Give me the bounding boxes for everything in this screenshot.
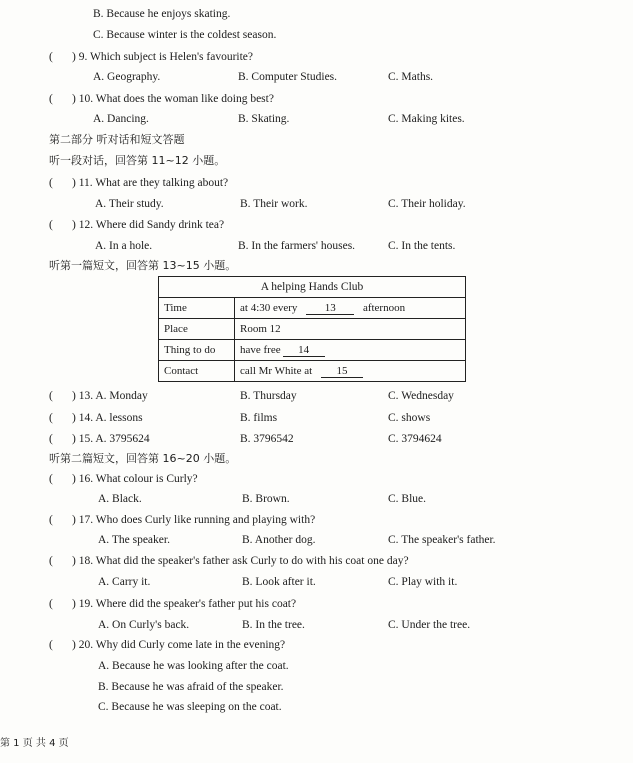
table-row <box>159 361 466 382</box>
q12-option-b: B. In the farmers' houses. <box>238 240 356 252</box>
answer-paren: ( <box>49 433 53 445</box>
q20-option-b: B. Because he was afraid of the speaker. <box>98 681 284 693</box>
table-value <box>235 298 466 319</box>
q17-text: ) 17. Who does Curly like running and playing with? <box>72 514 316 526</box>
q9-text: ) 9. Which subject is Helen's favourite? <box>72 51 254 63</box>
q16-option-c: C. Blue. <box>388 493 427 505</box>
q20-option-c: C. Because he was sleeping on the coat. <box>98 701 282 713</box>
page-footer: 第 1 页 共 4 页 <box>0 738 69 749</box>
answer-paren: ( <box>49 514 53 526</box>
q10-text: ) 10. What does the woman like doing best? <box>72 93 274 105</box>
q14-text: ) 14. A. lessons <box>72 412 143 424</box>
q8-option-c: C. Because winter is the coldest season. <box>93 29 277 41</box>
dialogue-instruction: 听一段对话，回答第 11~12 小题。 <box>49 154 226 167</box>
table-row <box>159 298 466 319</box>
q9-option-b: B. Computer Studies. <box>238 71 338 83</box>
value-text: at 4:30 every <box>240 301 298 314</box>
answer-paren: ( <box>49 639 53 651</box>
q11-option-c: C. Their holiday. <box>388 198 466 210</box>
table-value <box>235 319 466 340</box>
answer-paren: ( <box>49 473 53 485</box>
value-text: have free <box>240 343 281 356</box>
q14-option-b: B. films <box>240 412 278 424</box>
answer-blank: 14 <box>283 344 325 357</box>
q15-text: ) 15. A. 3795624 <box>72 433 150 445</box>
answer-paren: ( <box>49 51 53 63</box>
q12-option-c: C. In the tents. <box>388 240 456 252</box>
value-text: Room 12 <box>240 323 281 335</box>
q17-option-a: A. The speaker. <box>98 534 170 546</box>
table-key: Place <box>159 319 235 340</box>
answer-paren: ( <box>49 93 53 105</box>
q13-option-b: B. Thursday <box>240 390 297 402</box>
q18-option-c: C. Play with it. <box>388 576 458 588</box>
q16-option-a: A. Black. <box>98 493 142 505</box>
q18-option-b: B. Look after it. <box>242 576 316 588</box>
q13-option-c: C. Wednesday <box>388 390 454 402</box>
answer-blank: 13 <box>306 302 354 315</box>
answer-paren: ( <box>49 219 53 231</box>
q12-option-a: A. In a hole. <box>95 240 153 252</box>
table-key: Time <box>159 298 235 319</box>
part2-heading: 第二部分 听对话和短文答题 <box>49 133 185 146</box>
table-value <box>235 340 466 361</box>
q10-option-c: C. Making kites. <box>388 113 465 125</box>
q15-option-b: B. 3796542 <box>240 433 294 445</box>
answer-paren: ( <box>49 598 53 610</box>
answer-paren: ( <box>49 177 53 189</box>
passage1-instruction: 听第一篇短文，回答第 13~15 小题。 <box>49 259 237 272</box>
q11-option-a: A. Their study. <box>95 198 164 210</box>
q18-text: ) 18. What did the speaker's father ask Curly to do with his coat one day? <box>72 555 409 567</box>
q15-option-c: C. 3794624 <box>388 433 442 445</box>
q11-text: ) 11. What are they talking about? <box>72 177 229 189</box>
q19-option-b: B. In the tree. <box>242 619 305 631</box>
table-row <box>159 319 466 340</box>
q20-text: ) 20. Why did Curly come late in the evening? <box>72 639 286 651</box>
q11-option-b: B. Their work. <box>240 198 308 210</box>
answer-blank: 15 <box>321 365 363 378</box>
q19-text: ) 19. Where did the speaker's father put his coat? <box>72 598 297 610</box>
q20-option-a: A. Because he was looking after the coat. <box>98 660 289 672</box>
table-value <box>235 361 466 382</box>
q13-text: ) 13. A. Monday <box>72 390 148 402</box>
answer-paren: ( <box>49 555 53 567</box>
table-title: A helping Hands Club <box>159 277 466 298</box>
value-text: afternoon <box>362 301 406 314</box>
q10-option-a: A. Dancing. <box>93 113 149 125</box>
q12-text: ) 12. Where did Sandy drink tea? <box>72 219 225 231</box>
table-row <box>159 340 466 361</box>
passage2-instruction: 听第二篇短文，回答第 16~20 小题。 <box>49 452 237 465</box>
table-key: Contact <box>159 361 235 382</box>
value-text: call Mr White at <box>240 364 313 377</box>
helping-hands-club-table <box>158 276 466 382</box>
table-key: Thing to do <box>159 340 235 361</box>
answer-paren: ( <box>49 412 53 424</box>
q8-option-b: B. Because he enjoys skating. <box>93 8 231 20</box>
q10-option-b: B. Skating. <box>238 113 290 125</box>
answer-paren: ( <box>49 390 53 402</box>
q18-option-a: A. Carry it. <box>98 576 151 588</box>
q16-text: ) 16. What colour is Curly? <box>72 473 198 485</box>
q9-option-c: C. Maths. <box>388 71 434 83</box>
q17-option-c: C. The speaker's father. <box>388 534 496 546</box>
q16-option-b: B. Brown. <box>242 493 290 505</box>
q17-option-b: B. Another dog. <box>242 534 316 546</box>
q14-option-c: C. shows <box>388 412 431 424</box>
q9-option-a: A. Geography. <box>93 71 161 83</box>
q19-option-c: C. Under the tree. <box>388 619 471 631</box>
q19-option-a: A. On Curly's back. <box>98 619 190 631</box>
